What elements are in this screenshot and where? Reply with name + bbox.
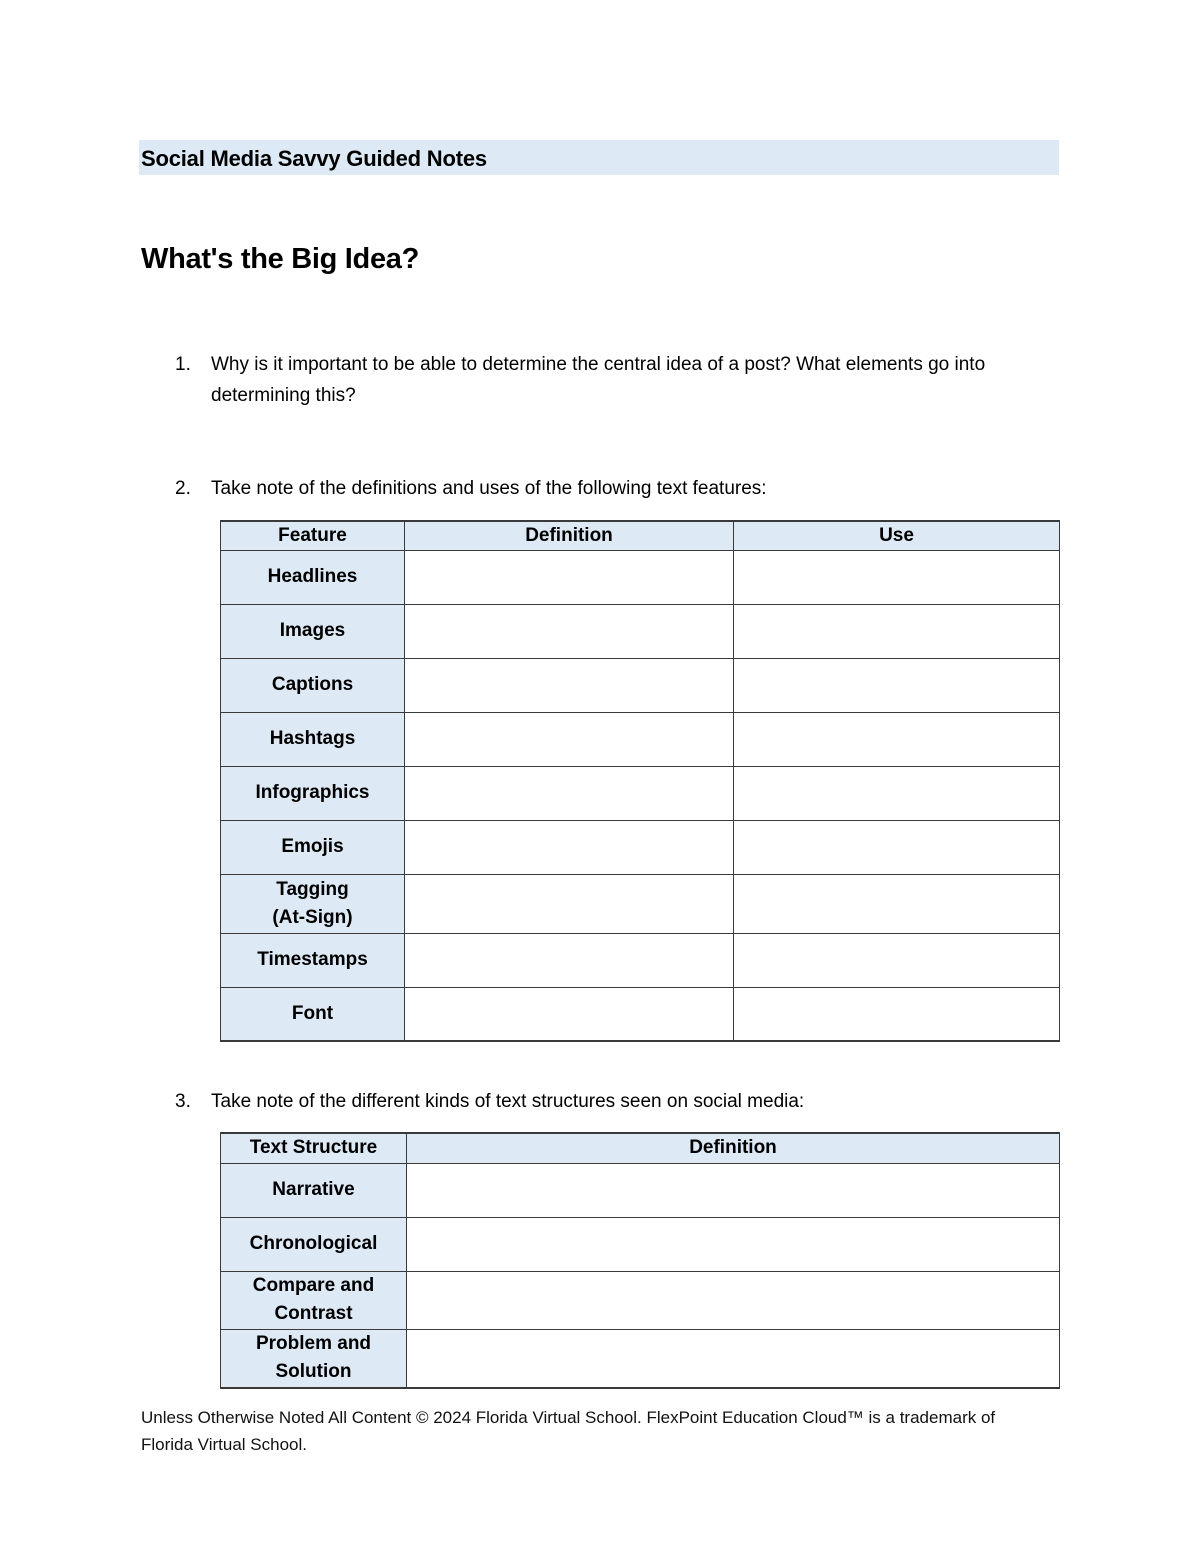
table-header-row (221, 521, 1060, 550)
row-label: Font (221, 987, 405, 1041)
definition-cell[interactable] (407, 1217, 1060, 1271)
table-row (221, 987, 1060, 1041)
use-cell[interactable] (734, 658, 1060, 712)
definition-cell[interactable] (405, 658, 734, 712)
use-cell[interactable] (734, 987, 1060, 1041)
row-label: Compare and Contrast (221, 1271, 407, 1329)
definition-cell[interactable] (405, 820, 734, 874)
question-text: Why is it important to be able to determine the central idea of a post? What elements go into determining this? (211, 354, 986, 406)
table-row (221, 550, 1060, 604)
column-header-definition: Definition (405, 521, 734, 550)
question-3 (175, 1086, 1055, 1117)
text-structures-table (220, 1132, 1060, 1389)
question-number: 1. (175, 354, 191, 375)
use-cell[interactable] (734, 766, 1060, 820)
table-row (221, 1329, 1060, 1388)
question-text: Take note of the definitions and uses of the following text features: (211, 478, 767, 499)
use-cell[interactable] (734, 604, 1060, 658)
document-title: Social Media Savvy Guided Notes (139, 140, 1059, 175)
copyright-footer: Unless Otherwise Noted All Content © 2024 Florida Virtual School. FlexPoint Education Cloud™ is a trademark of Florida Virtual School. (141, 1408, 996, 1454)
definition-cell[interactable] (405, 604, 734, 658)
table-row (221, 1217, 1060, 1271)
definition-cell[interactable] (407, 1329, 1060, 1388)
row-label: Captions (221, 658, 405, 712)
row-label: Problem and Solution (221, 1329, 407, 1388)
table-row (221, 1271, 1060, 1329)
row-label: Narrative (221, 1163, 407, 1217)
row-label: Timestamps (221, 933, 405, 987)
definition-cell[interactable] (405, 987, 734, 1041)
use-cell[interactable] (734, 550, 1060, 604)
question-text: Take note of the different kinds of text structures seen on social media: (211, 1091, 805, 1112)
definition-cell[interactable] (405, 766, 734, 820)
table-row (221, 712, 1060, 766)
table-row (221, 604, 1060, 658)
column-header-use: Use (734, 521, 1060, 550)
question-number: 3. (175, 1091, 191, 1112)
table-row (221, 1163, 1060, 1217)
table-row (221, 820, 1060, 874)
text-features-table (220, 520, 1060, 1042)
definition-cell[interactable] (405, 933, 734, 987)
definition-cell[interactable] (407, 1163, 1060, 1217)
section-heading: What's the Big Idea? (141, 243, 420, 275)
use-cell[interactable] (734, 712, 1060, 766)
row-label: Hashtags (221, 712, 405, 766)
column-header-text-structure: Text Structure (221, 1133, 407, 1163)
definition-cell[interactable] (405, 550, 734, 604)
use-cell[interactable] (734, 933, 1060, 987)
question-number: 2. (175, 478, 191, 499)
question-1 (175, 349, 1055, 411)
table-row (221, 766, 1060, 820)
row-label: Images (221, 604, 405, 658)
row-label: Infographics (221, 766, 405, 820)
table-row (221, 874, 1060, 933)
use-cell[interactable] (734, 820, 1060, 874)
row-label: Tagging (At-Sign) (221, 874, 405, 933)
question-2 (175, 473, 1055, 504)
definition-cell[interactable] (405, 712, 734, 766)
row-label: Chronological (221, 1217, 407, 1271)
row-label: Emojis (221, 820, 405, 874)
column-header-feature: Feature (221, 521, 405, 550)
column-header-definition: Definition (407, 1133, 1060, 1163)
definition-cell[interactable] (405, 874, 734, 933)
table-row (221, 658, 1060, 712)
definition-cell[interactable] (407, 1271, 1060, 1329)
table-header-row (221, 1133, 1060, 1163)
table-row (221, 933, 1060, 987)
row-label: Headlines (221, 550, 405, 604)
use-cell[interactable] (734, 874, 1060, 933)
